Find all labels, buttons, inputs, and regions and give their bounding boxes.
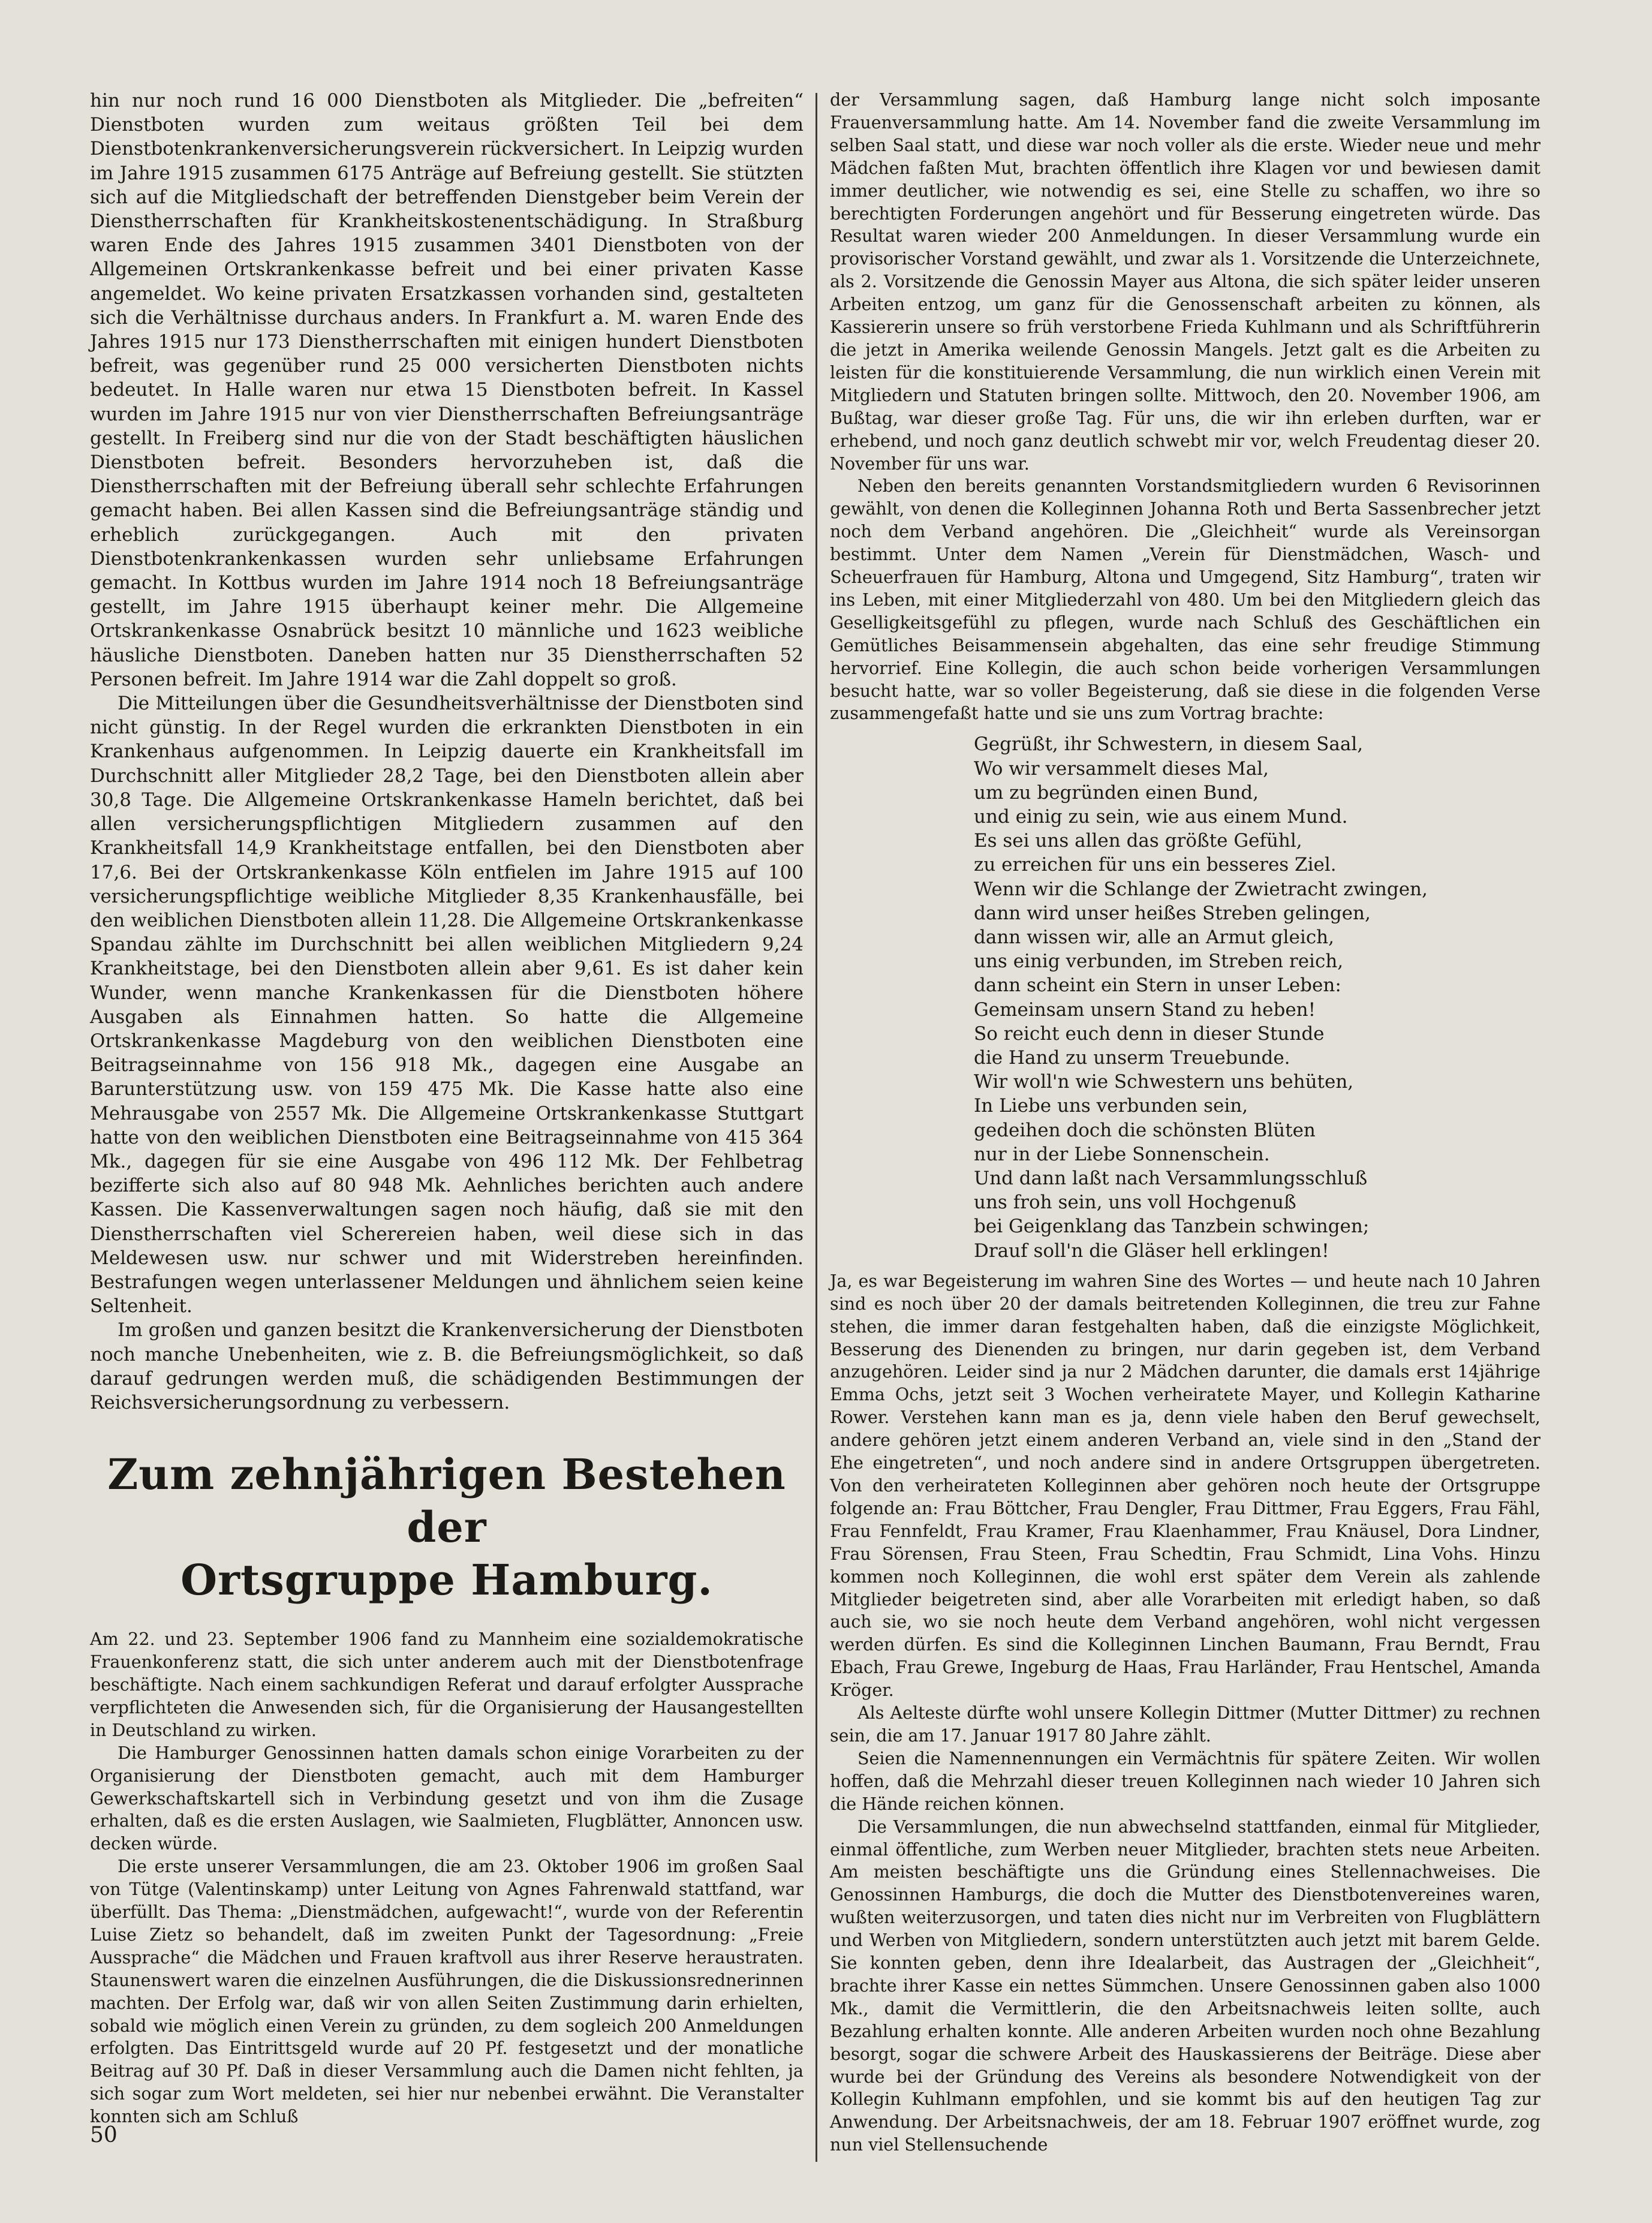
poem-line: Gegrüßt, ihr Schwestern, in diesem Saal, <box>974 733 1364 756</box>
poem-line: dann scheint ein Stern in unser Leben: <box>974 974 1341 997</box>
poem-line: die Hand zu unserm Treuebunde. <box>974 1047 1290 1069</box>
paragraph: Neben den bereits genannten Vorstandsmitgliedern wurden 6 Revisorinnen gewählt, von denen die Kolleginnen Johanna Roth und Berta Sassenbrecher jetzt noch dem Verband angehören. Die „Gleichheit“ wurde als Vereinsorgan bestimmt. Unter dem Namen „Verein für Dienstmädchen, Wasch- und Scheuerfrauen für Hamburg, Altona und Umgegend, Sitz Hamburg“, traten wir ins Leben, mit einer Mitgliederzahl von 480. Um bei den Mitgliedern gleich das Geselligkeitsgefühl zu pflegen, wurde nach Schluß des Geschäftlichen ein Gemütliches Beisammensein abgehalten, das eine sehr freudige Stimmung hervorrief. Eine Kollegin, die auch schon beide vorherigen Versammlungen besucht hatte, war so voller Begeisterung, daß sie diese in die folgenden Verse zusammengefaßt hatte und sie uns zum Vortrag brachte: <box>830 476 1540 724</box>
headline-line-1: Zum zehnjährigen Bestehen der <box>107 1449 786 1553</box>
paragraph: Am 22. und 23. September 1906 fand zu Mannheim eine sozialdemokratische Frauenkonferenz statt, die sich unter anderem auch mit der Dienstbotenfrage beschäftigte. Nach einem sachkundigen Referat und darauf erfolgter Aussprache verpflichteten die Anwesenden sich, für die Organisierung der Hausangestellten in Deutschland zu wirken. <box>90 1629 804 1740</box>
poem-line: zu erreichen für uns ein besseres Ziel. <box>974 854 1337 876</box>
paragraph: Die Mitteilungen über die Gesundheitsverhältnisse der Dienstboten sind nicht günstig. In der Regel wurden die erkrankten Dienstboten in ein Krankenhaus aufgenommen. In Leipzig dauerte ein Krankheitsfall im Durchschnitt aller Mitglieder 28,2 Tage, bei den Dienstboten allein aber 30,8 Tage. Die Allgemeine Ortskrankenkasse Hameln berichtet, daß bei allen versicherungspflichtigen Mitgliedern zusammen auf den Krankheitsfall 14,9 Krankheitstage entfallen, bei den Dienstboten aber 17,6. Bei der Ortskrankenkasse Köln entfielen im Jahre 1915 auf 100 versicherungspflichtige weibliche Mitglieder 8,35 Krankenhausfälle, bei den weiblichen Dienstboten allein 11,28. Die Allgemeine Ortskrankenkasse Spandau zählte im Durchschnitt bei allen weiblichen Mitgliedern 9,24 Krankheitstage, bei den Dienstboten allein aber 9,61. Es ist daher kein Wunder, wenn manche Krankenkassen für die Dienstboten höhere Ausgaben als Einnahmen hatten. So hatte die Allgemeine Ortskrankenkasse Magdeburg von den weiblichen Dienstboten eine Beitragseinnahme von 156 918 Mk., dagegen eine Ausgabe an Barunterstützung usw. von 159 475 Mk. Die Kasse hatte also eine Mehrausgabe von 2557 Mk. Die Allgemeine Ortskrankenkasse Stuttgart hatte von den weiblichen Dienstboten eine Beitragseinnahme von 415 364 Mk., dagegen für sie eine Ausgabe von 496 112 Mk. Der Fehlbetrag bezifferte sich also auf 80 948 Mk. Aehnliches berichten auch andere Kassen. Die Kassenverwaltungen sagen noch häufig, daß sie mit den Dienstherrschaften viel Scherereien haben, weil diese sich in das Meldewesen usw. nur schwer und mit Widerstreben hereinfinden. Bestrafungen wegen unterlassener Meldungen und ähnlichem seien keine Seltenheit. <box>90 693 804 1317</box>
page-number: 50 <box>90 2123 118 2147</box>
poem-line: Es sei uns allen das größte Gefühl, <box>974 830 1302 852</box>
poem-line: Und dann laßt nach Versammlungsschluß <box>974 1168 1368 1190</box>
paragraph: Im großen und ganzen besitzt die Krankenversicherung der Dienstboten noch manche Unebenheiten, wie z. B. die Befreiungsmöglichkeit, so daß darauf gedrungen werden muß, die schädigenden Bestimmungen der Reichsversicherungsordnung zu verbessern. <box>90 1319 804 1413</box>
poem-line: dann wird unser heißes Streben gelingen, <box>974 902 1371 924</box>
paragraph: Die Versammlungen, die nun abwechselnd stattfanden, einmal für Mitglieder, einmal öffentliche, zum Werben neuer Mitglieder, brachten stets neue Arbeiten. Am meisten beschäftigte uns die Gründung eines Stellennachweises. Die Genossinnen Hamburgs, die doch die Mutter des Dienstbotenvereines waren, wußten weiterzusorgen, und taten dies nicht nur im Verbreiten von Flugblättern und Werben von Mitgliedern, sondern unterstützten auch jetzt mit barem Gelde. Sie konnten geben, denn ihre Idealarbeit, das Austragen der „Gleichheit“, brachte ihrer Kasse ein nettes Sümmchen. Unsere Genossinnen gaben also 1000 Mk., damit die Vermittlerin, die den Arbeitsnachweis leiten sollte, auch Bezahlung erhalten konnte. Alle anderen Arbeiten wurden noch ohne Bezahlung besorgt, sogar die schwere Arbeit des Hauskassierens der Beiträge. Diese aber wurde bei der Gründung des Vereins als besondere Notwendigkeit von der Kollegin Kuhlmann empfohlen, und sie kommt bis auf den heutigen Tag zur Anwendung. Der Arbeitsnachweis, der am 18. Februar 1907 eröffnet wurde, zog nun viel Stellensuchende <box>830 1816 1540 2155</box>
poem-line: und einig zu sein, wie aus einem Mund. <box>974 805 1348 828</box>
poem <box>974 732 1540 1262</box>
article-body <box>90 1628 804 2128</box>
paragraph: Seien die Namennennungen ein Vermächtnis für spätere Zeiten. Wir wollen hoffen, daß die Mehrzahl dieser treuen Kolleginnen nach wieder 10 Jahren sich die Hände reichen können. <box>830 1748 1540 1814</box>
poem-line: um zu begründen einen Bund, <box>974 781 1259 804</box>
poem-line: Drauf soll'n die Gläser hell erklingen! <box>974 1240 1329 1262</box>
poem-line: Wir woll'n wie Schwestern uns behüten, <box>974 1071 1354 1093</box>
paragraph: Die erste unserer Versammlungen, die am 23. Oktober 1906 im großen Saal von Tütge (Valentinskamp) unter Leitung von Agnes Fahrenwald stattfand, war überfüllt. Das Thema: „Dienstmädchen, aufgewacht!“, wurde von der Referentin Luise Zietz so behandelt, daß im zweiten Punkt der Tagesordnung: „Freie Aussprache“ die Mädchen und Frauen kraftvoll aus ihrer Reserve heraustraten. Staunenswert waren die einzelnen Ausführungen, die die Diskussionsrednerinnen machten. Der Erfolg war, daß wir von allen Seiten Zustimmung darin erhielten, sobald wie möglich einen Verein zu gründen, zu dem sogleich 200 Anmeldungen erfolgten. Das Eintrittsgeld wurde auf 20 Pf. festgesetzt und der monatliche Beitrag auf 30 Pf. Daß in dieser Versammlung auch die Damen nicht fehlten, ja sich sogar zum Wort meldeten, sei hier nur nebenbei erwähnt. Die Veranstalter konnten sich am Schluß <box>90 1857 804 2127</box>
poem-line: Gemeinsam unsern Stand zu heben! <box>974 998 1316 1021</box>
poem-line: So reicht euch denn in dieser Stunde <box>974 1022 1325 1045</box>
left-column <box>90 89 804 2128</box>
poem-line: Wenn wir die Schlange der Zwietracht zwingen, <box>974 878 1428 900</box>
poem-line: nur in der Liebe Sonnenschein. <box>974 1143 1270 1165</box>
poem-line: Wo wir versammelt dieses Mal, <box>974 757 1269 780</box>
column-divider <box>816 93 817 2162</box>
paragraph: Ja, es war Begeisterung im wahren Sine des Wortes — und heute nach 10 Jahren sind es noch über 20 der damals beitretenden Kolleginnen, die treu zur Fahne stehen, die immer daran festgehalten haben, daß die einzigste Möglichkeit, Besserung des Dienenden zu bringen, nur darin gegeben ist, dem Verband anzugehören. Leider sind ja nur 2 Mädchen darunter, die damals erst 14jährige Emma Ochs, jetzt seit 3 Wochen verheiratete Mayer, und Kollegin Katharine Rower. Verstehen kann man es ja, denn viele haben den Beruf gewechselt, andere gehören jetzt einem anderen Verband an, viele sind in den „Stand der Ehe eingetreten“, und noch andere sind in andere Ortsgruppen übergetreten. Von den verheirateten Kolleginnen aber gehören noch heute der Ortsgruppe folgende an: Frau Böttcher, Frau Dengler, Frau Dittmer, Frau Eggers, Frau Fähl, Frau Fennfeldt, Frau Kramer, Frau Klaenhammer, Frau Knäusel, Dora Lindner, Frau Sörensen, Frau Steen, Frau Schedtin, Frau Schmidt, Lina Vohs. Hinzu kommen noch Kolleginnen, die wohl erst später dem Verein als zahlende Mitglieder beigetreten sind, aber alle Vorarbeiten mit erledigt haben, so daß auch sie, wo sie noch heute dem Verband angehören, wohl nicht vergessen werden dürfen. Es sind die Kolleginnen Linchen Baumann, Frau Berndt, Frau Ebach, Frau Grewe, Ingeburg de Haas, Frau Harländer, Frau Hentschel, Amanda Kröger. <box>830 1271 1540 1701</box>
paragraph: Die Hamburger Genossinnen hatten damals schon einige Vorarbeiten zu der Organisierung der Dienstboten gemacht, auch mit dem Hamburger Gewerkschaftskartell sich in Verbindung gesetzt und von ihm die Zusage erhalten, daß es die ersten Auslagen, wie Saalmieten, Flugblätter, Annoncen usw. decken würde. <box>90 1743 804 1854</box>
poem-line: dann wissen wir, alle an Armut gleich, <box>974 926 1335 948</box>
paragraph: Als Aelteste dürfte wohl unsere Kollegin Dittmer (Mutter Dittmer) zu rechnen sein, die am 17. Januar 1917 80 Jahre zählt. <box>830 1703 1540 1746</box>
poem-line: gedeihen doch die schönsten Blüten <box>974 1119 1316 1141</box>
poem-line: uns froh sein, uns voll Hochgenuß <box>974 1192 1296 1214</box>
poem-line: In Liebe uns verbunden sein, <box>974 1095 1248 1117</box>
paragraph: hin nur noch rund 16 000 Dienstboten als Mitglieder. Die „befreiten“ Dienstboten wurden zum weitaus größten Teil bei dem Dienstbotenkrankenversicherungsverein rückversichert. In Leipzig wurden im Jahre 1915 zusammen 6175 Anträge auf Befreiung gestellt. Sie stützten sich auf die Mitgliedschaft der betreffenden Dienstgeber beim Verein der Dienstherrschaften für Krankheitskostenentschädigung. In Straßburg waren Ende des Jahres 1915 zusammen 3401 Dienstboten von der Allgemeinen Ortskrankenkasse befreit und bei einer privaten Kasse angemeldet. Wo keine privaten Ersatzkassen vorhanden sind, gestalteten sich die Verhältnisse durchaus anders. In Frankfurt a. M. waren Ende des Jahres 1915 nur 173 Dienstherrschaften mit einigen hundert Dienstboten befreit, was gegenüber rund 25 000 versicherten Dienstboten nichts bedeutet. In Halle waren nur etwa 15 Dienstboten befreit. In Kassel wurden im Jahre 1915 nur von vier Dienstherrschaften Befreiungsanträge gestellt. In Freiberg sind nur die von der Stadt beschäftigten häuslichen Dienstboten befreit. Besonders hervorzuheben ist, daß die Dienstherrschaften mit der Befreiung überall sehr schlechte Erfahrungen gemacht haben. Bei allen Kassen sind die Befreiungsanträge ständig und erheblich zurückgegangen. Auch mit den privaten Dienstbotenkrankenkassen wurden sehr unliebsame Erfahrungen gemacht. In Kottbus wurden im Jahre 1914 noch 18 Befreiungsanträge gestellt, im Jahre 1915 überhaupt keiner mehr. Die Allgemeine Ortskrankenkasse Osnabrück besitzt 10 männliche und 1623 weibliche häusliche Dienstboten. Daneben hatten nur 35 Dienstherrschaften 52 Personen befreit. Im Jahre 1914 war die Zahl doppelt so groß. <box>90 90 804 690</box>
article-headline <box>90 1448 804 1607</box>
right-column <box>830 89 1540 2156</box>
paragraph: der Versammlung sagen, daß Hamburg lange nicht solch imposante Frauenversammlung hatte. Am 14. November fand die zweite Versammlung im selben Saal statt, und diese war noch voller als die erste. Wieder neue und mehr Mädchen faßten Mut, brachten öffentlich ihre Klagen vor und bewiesen damit immer deutlicher, wie notwendig es sei, eine Stelle zu schaffen, wo ihre so berechtigten Forderungen angehört und für Besserung eingetreten würde. Das Resultat waren wieder 200 Anmeldungen. In dieser Versammlung wurde ein provisorischer Vorstand gewählt, und zwar als 1. Vorsitzende die Unterzeichnete, als 2. Vorsitzende die Genossin Mayer aus Altona, die sich später leider unseren Arbeiten entzog, um ganz für die Genossenschaft arbeiten zu können, als Kassiererin unsere so früh verstorbene Frieda Kuhlmann und als Schriftführerin die jetzt in Amerika weilende Genossin Mangels. Jetzt galt es die Arbeiten zu leisten für die konstituierende Versammlung, die nun wirklich einen Verein mit Mitgliedern und Statuten bringen sollte. Mittwoch, den 20. November 1906, am Bußtag, war dieser große Tag. Für uns, die wir ihn erleben durften, war er erhebend, und noch ganz deutlich schwebt mir vor, welch Freudentag dieser 20. November für uns war. <box>830 90 1540 474</box>
poem-line: uns einig verbunden, im Streben reich, <box>974 950 1344 973</box>
headline-line-2: Ortsgruppe Hamburg. <box>180 1555 713 1605</box>
poem-line: bei Geigenklang das Tanzbein schwingen; <box>974 1216 1370 1238</box>
